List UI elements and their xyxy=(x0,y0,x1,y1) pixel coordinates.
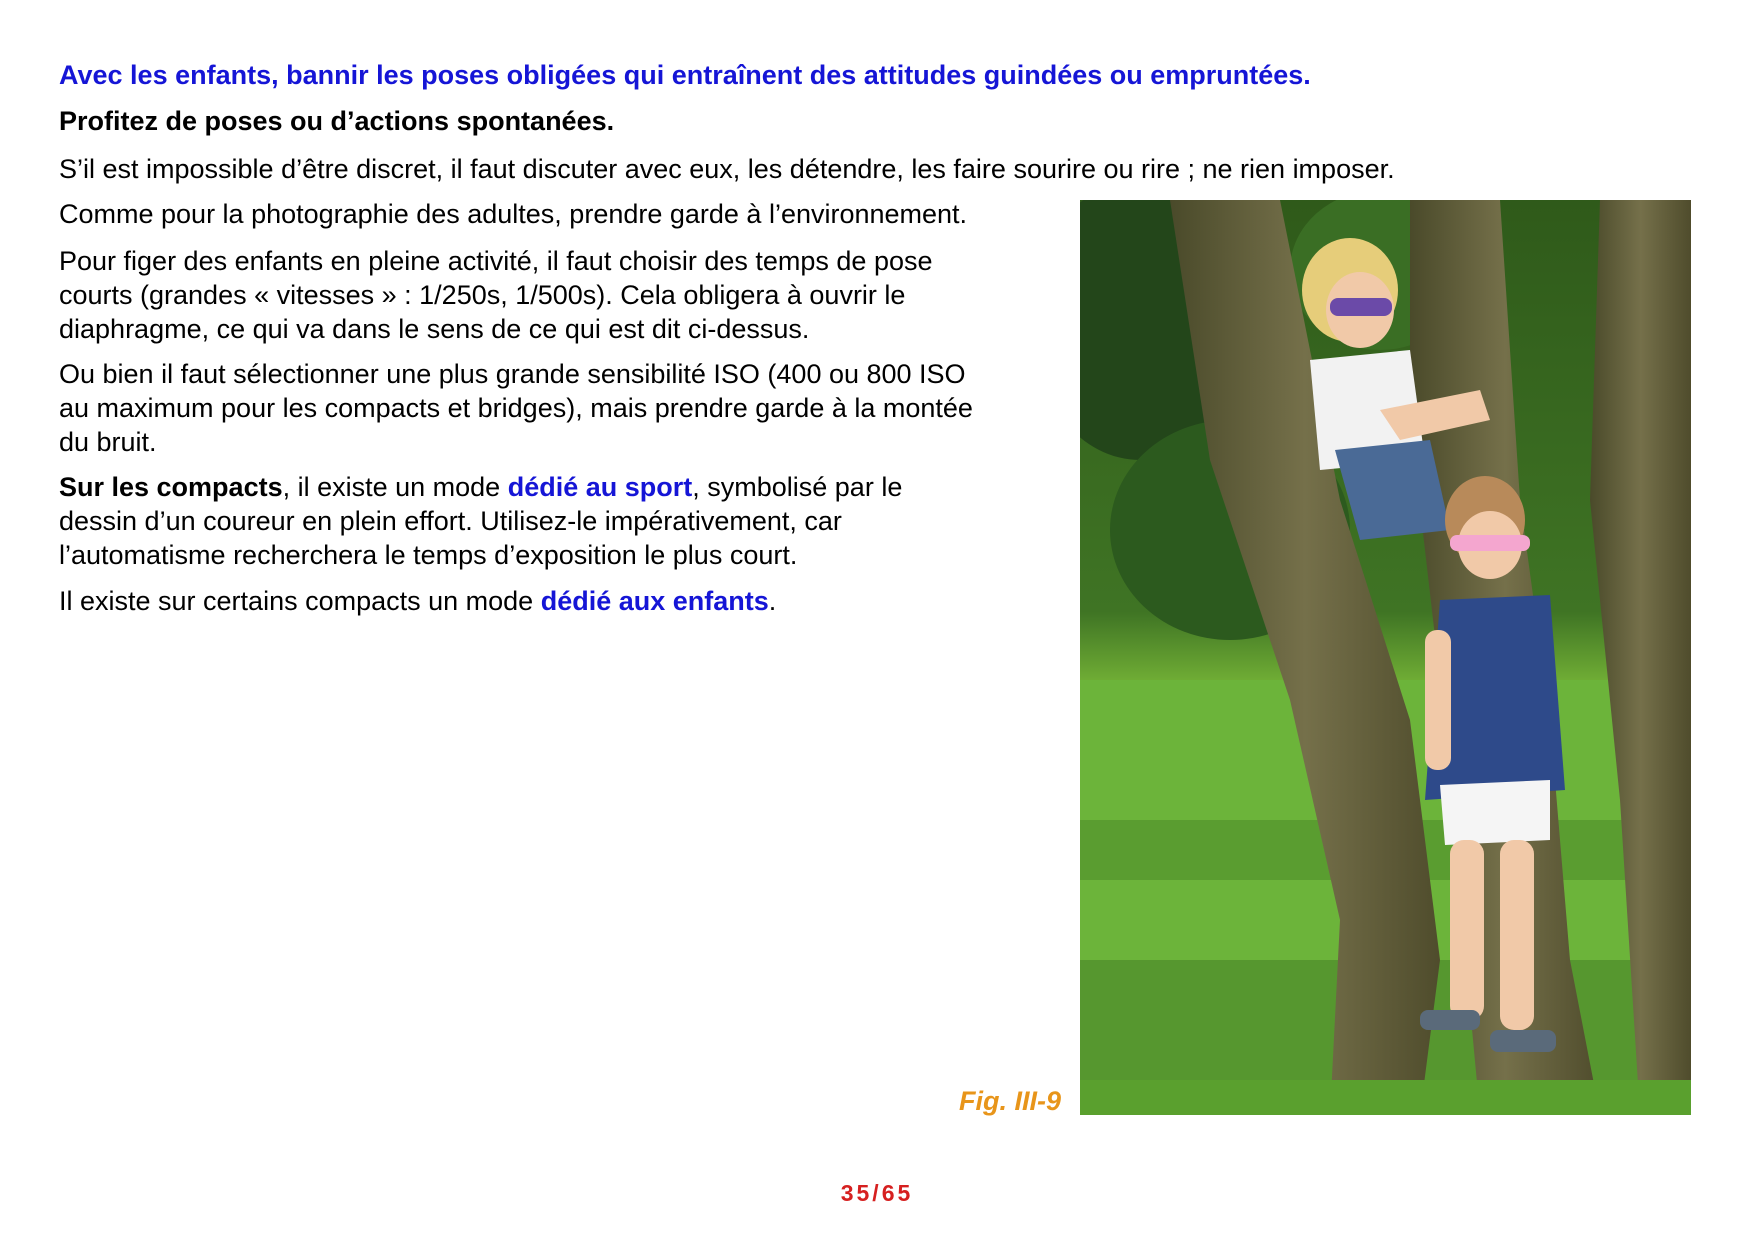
paragraph-line: au maximum pour les compacts et bridges), mais prendre garde à la montée xyxy=(59,393,973,423)
paragraph-line: l’automatisme recherchera le temps d’exposition le plus court. xyxy=(59,540,798,570)
kids-mode-term: dédié aux enfants xyxy=(540,586,769,616)
paragraph-line: diaphragme, ce qui va dans le sens de ce qui est dit ci-dessus. xyxy=(59,314,810,344)
paragraph-iso xyxy=(59,357,1059,459)
enfants-text: Il existe sur certains compacts un mode xyxy=(59,586,541,616)
compacts-text: , symbolisé par le xyxy=(692,472,903,502)
paragraph-enfants xyxy=(59,584,1059,618)
page-heading: Avec les enfants, bannir les poses obligées qui entraînent des attitudes guindées ou empruntées. xyxy=(59,60,1311,90)
paragraph-vitesse xyxy=(59,244,1059,346)
enfants-end: . xyxy=(768,586,777,616)
paragraph-environnement: Comme pour la photographie des adultes, prendre garde à l’environnement. xyxy=(59,199,968,229)
compacts-lead: Sur les compacts xyxy=(59,472,283,502)
paragraph-line xyxy=(59,470,1059,504)
paragraph-line: courts (grandes « vitesses » : 1/250s, 1/500s). Cela obligera à ouvrir le xyxy=(59,280,906,310)
paragraph-compacts xyxy=(59,470,1059,572)
paragraph-discret: S’il est impossible d’être discret, il faut discuter avec eux, les détendre, les faire sourire ou rire ; ne rien imposer. xyxy=(59,154,1395,184)
page-number: 35/65 xyxy=(840,1180,914,1206)
paragraph-line: Pour figer des enfants en pleine activité, il faut choisir des temps de pose xyxy=(59,246,933,276)
compacts-text: , il existe un mode xyxy=(282,472,508,502)
paragraph-line: dessin d’un coureur en plein effort. Utilisez-le impérativement, car xyxy=(59,506,842,536)
figure-caption: Fig. III-9 xyxy=(958,1086,1061,1116)
paragraph-line: Ou bien il faut sélectionner une plus grande sensibilité ISO (400 ou 800 ISO xyxy=(59,359,966,389)
subheading: Profitez de poses ou d’actions spontanées. xyxy=(59,106,615,136)
photo-two-children-tree-icon xyxy=(1080,200,1691,1115)
paragraph-line: du bruit. xyxy=(59,427,157,457)
sport-mode-term: dédié au sport xyxy=(507,472,693,502)
